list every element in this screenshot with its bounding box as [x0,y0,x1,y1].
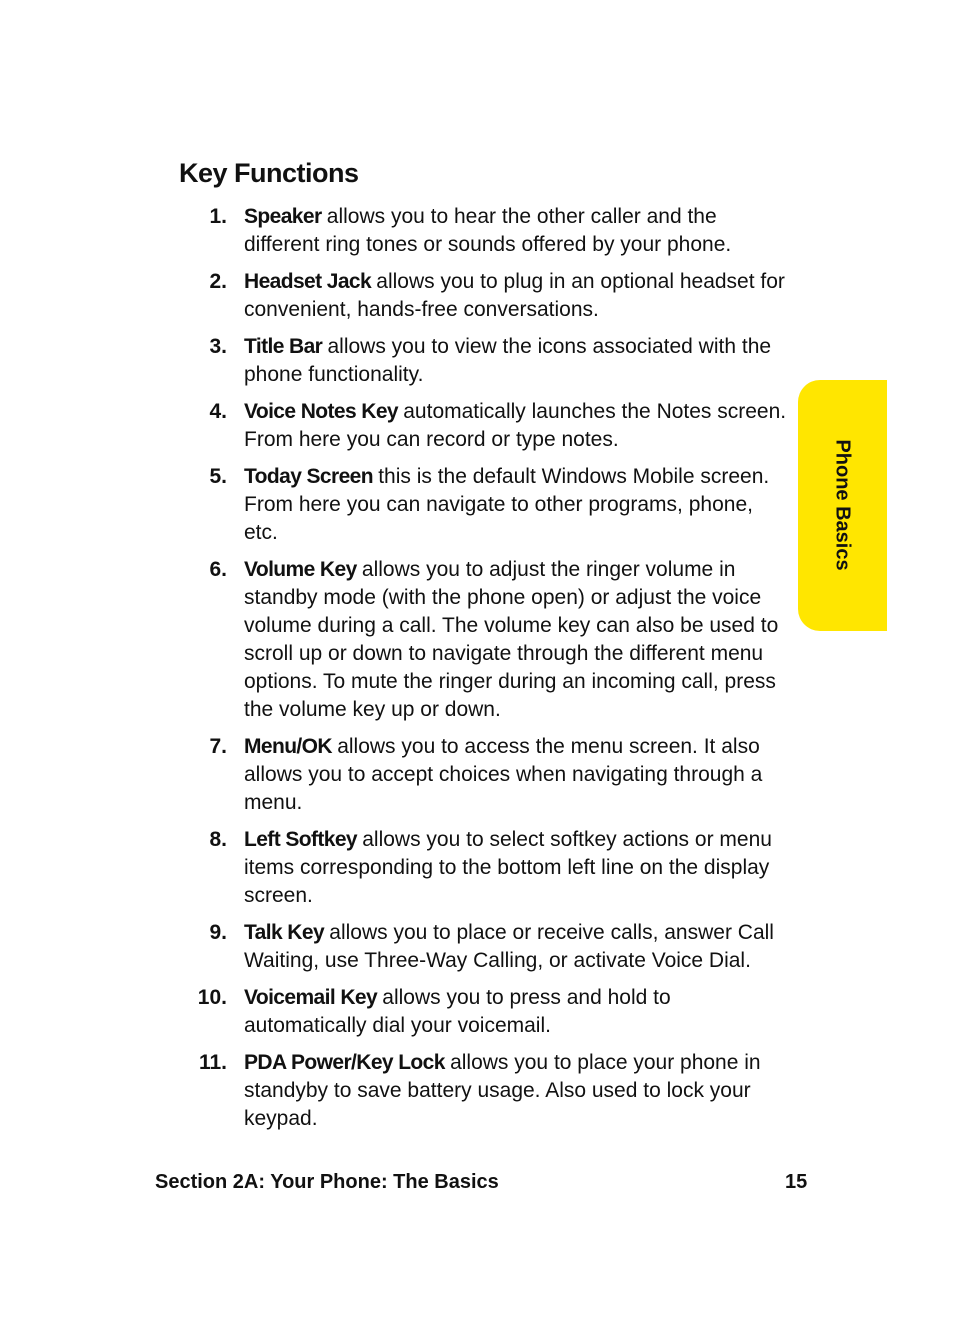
item-term: Volume Key [244,558,362,581]
item-term: Speaker [244,205,327,228]
footer-page-number: 15 [785,1171,808,1193]
item-number: 5. [209,465,227,488]
list-item [190,826,790,910]
item-description: allows you to adjust the ringer volume in standby mode (with the phone open) or adjust the voice volume during a call. The volume key can also be used to scroll up or down to navigate through the different menu options. To mute the ringer during an incoming call, press the volume key up or down. [244,558,779,721]
item-term: Menu/OK [244,735,338,758]
section-side-tab [798,380,887,631]
item-description: allows you to view the icons associated with the phone functionality. [244,335,772,386]
item-number: 10. [197,986,227,1009]
item-number: 3. [209,335,227,358]
item-description: allows you to access the menu screen. It also allows you to accept choices when navigating through a menu. [244,735,763,814]
page-title: Key Functions [179,158,359,188]
item-description: allows you to press and hold to automatically dial your voicemail. [244,986,671,1037]
item-term: Today Screen [244,465,379,488]
item-number: 9. [209,921,227,944]
item-term: Voicemail Key [244,986,383,1009]
item-number: 8. [209,828,227,851]
item-number: 4. [209,400,227,423]
item-number: 6. [209,558,227,581]
item-description: allows you to plug in an optional headset for convenient, hands-free conversations. [244,270,785,321]
item-term: Left Softkey [244,828,363,851]
item-number: 7. [209,735,227,758]
list-item [190,268,790,324]
item-description: allows you to hear the other caller and the different ring tones or sounds offered by your phone. [244,205,732,256]
item-description: allows you to select softkey actions or menu items corresponding to the bottom left line on the display screen. [244,828,772,907]
list-item [190,919,790,975]
item-term: PDA Power/Key Lock [244,1051,451,1074]
list-item [190,333,790,389]
item-term: Title Bar [244,335,328,358]
item-number: 11. [198,1051,227,1074]
list-item [190,203,790,259]
list-item [190,463,790,547]
list-item [190,556,790,724]
item-description: automatically launches the Notes screen. From here you can record or type notes. [244,400,787,451]
footer-section-title: Section 2A: Your Phone: The Basics [155,1171,499,1193]
key-functions-list [190,203,790,1142]
item-description: allows you to place your phone in standyby to save battery usage. Also used to lock your keypad. [244,1051,761,1130]
item-term: Talk Key [244,921,330,944]
list-item [190,1049,790,1133]
item-term: Headset Jack [244,270,377,293]
list-item [190,984,790,1040]
item-number: 1. [209,205,227,228]
side-tab-label: Phone Basics [831,439,854,571]
item-description: allows you to place or receive calls, answer Call Waiting, use Three-Way Calling, or activate Voice Dial. [244,921,774,972]
list-item [190,398,790,454]
item-description: this is the default Windows Mobile screen. From here you can navigate to other programs, phone, etc. [244,465,770,544]
item-number: 2. [209,270,227,293]
list-item [190,733,790,817]
item-term: Voice Notes Key [244,400,404,423]
